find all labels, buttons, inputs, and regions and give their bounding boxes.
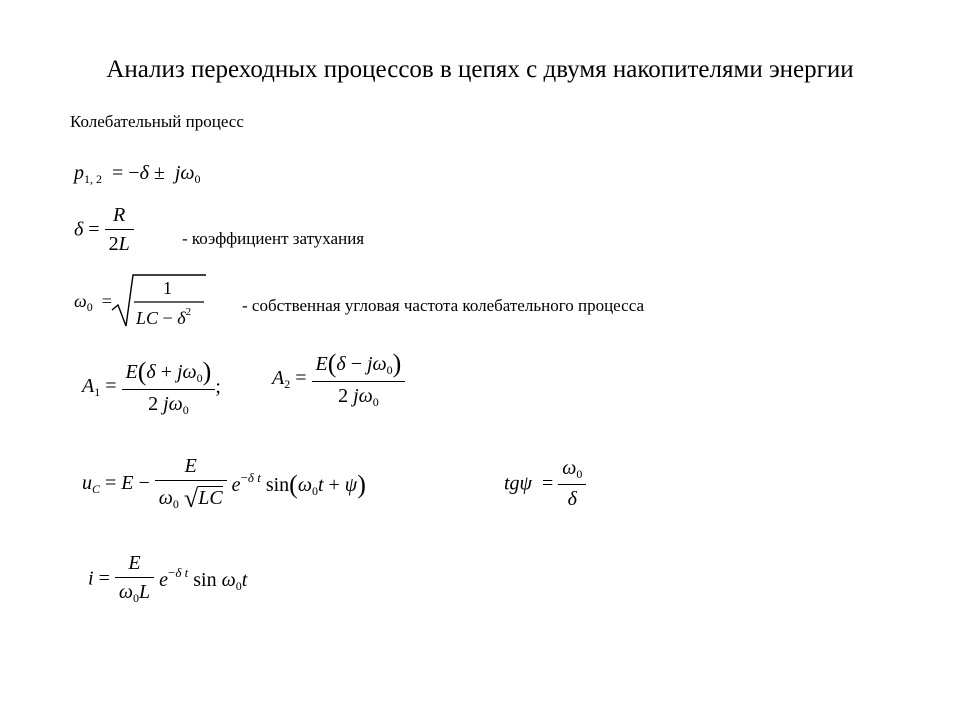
sqrt-numerator: 1 [163, 278, 172, 298]
natural-frequency-description: - собственная угловая частота колебательного процесса [242, 296, 644, 315]
section-subtitle: Колебательный процесс [70, 112, 244, 131]
formula-natural-frequency-lhs: $\omega_0$ = [74, 291, 112, 314]
formula-A2: $A_2$ = $\frac{E(\delta - j\omega_0)}{2 j\omega_0}$ [272, 349, 405, 410]
damping-description: - коэффициент затухания [182, 229, 365, 248]
formula-uC: $u_C = E$ − $\frac{E}{\omega_0 √LC}$ $e^{-\delta t}$ $\sin(\omega_0t + \psi)$ [82, 455, 366, 513]
slide-title: Анализ переходных процессов в цепях с двумя накопителями энергии [106, 56, 854, 83]
formula-current: i = $\frac{E}{\omega_0L}$ $e^{-\delta t}$ $\sin \omega_0t$ [88, 552, 248, 605]
formula-damping: δ = $\frac{R}{2L}$ [74, 204, 134, 256]
formula-tan-psi: tgψ = $\frac{\omega_0}{\delta}$ [504, 457, 586, 511]
formula-roots: $p_{1, 2} = -\delta \pm j\omega_0$ [74, 162, 201, 186]
formula-A1: $A_1$ = $\frac{E(\delta + j\omega_0)}{2 j\omega_0}$ ; [82, 357, 221, 417]
sqrt-denominator: LC − $\delta^2$ [136, 306, 192, 328]
